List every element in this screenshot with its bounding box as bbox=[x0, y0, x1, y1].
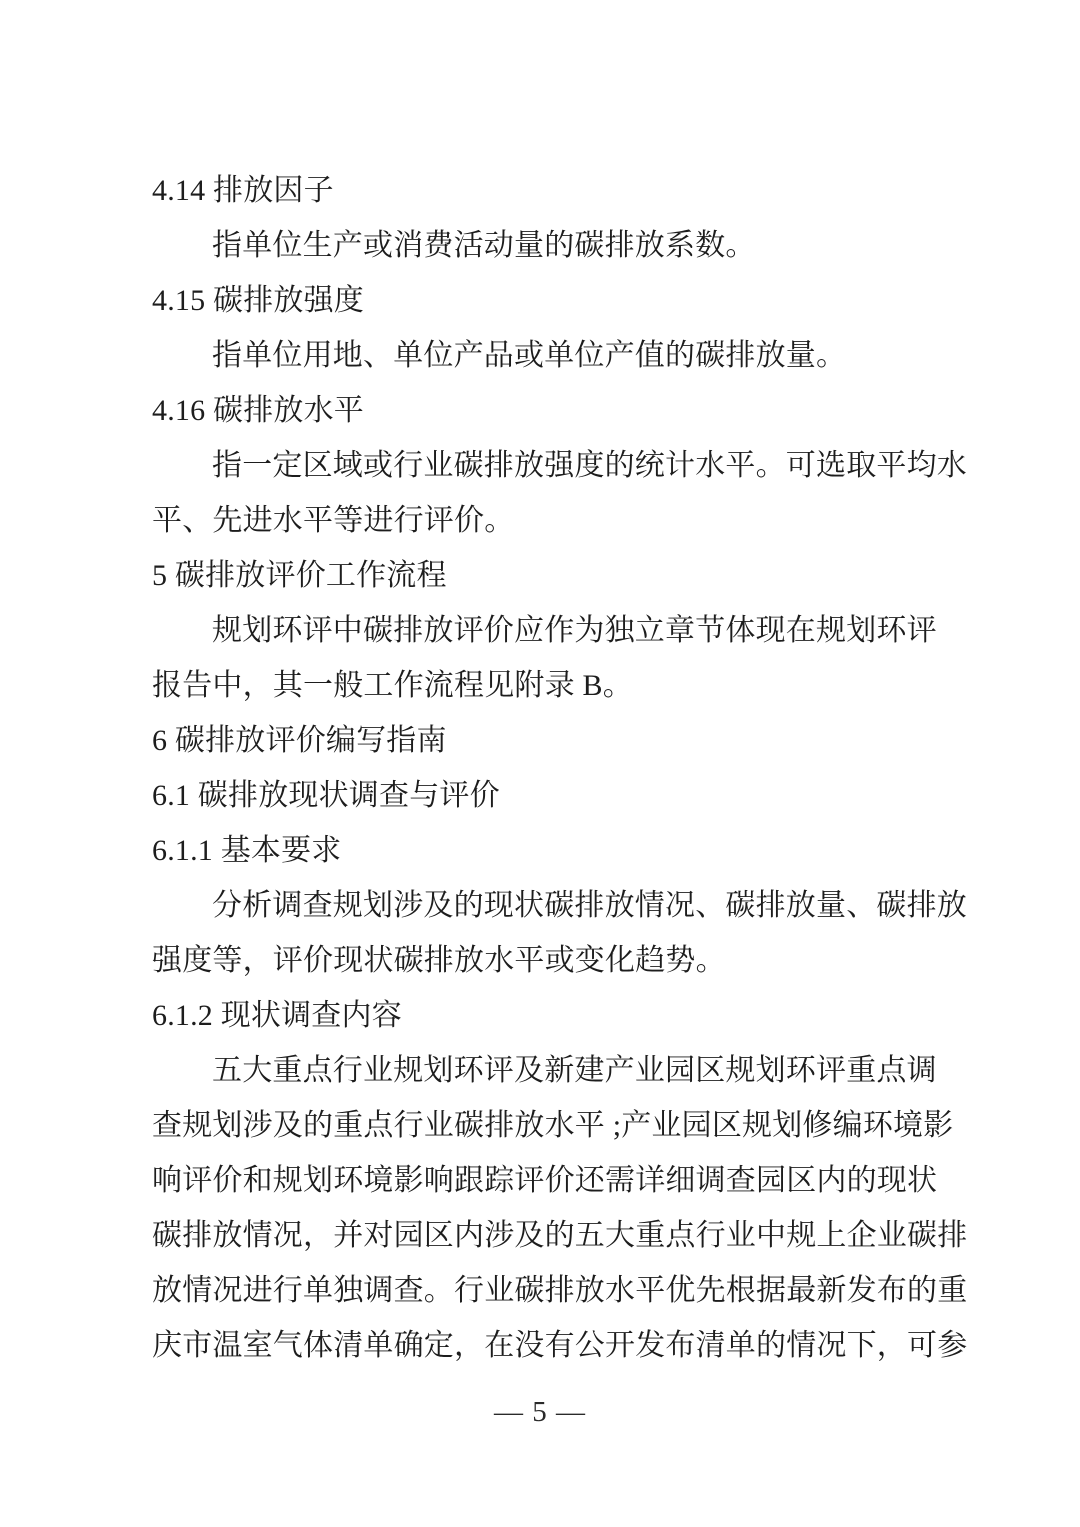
section-heading: 4.14 排放因子 bbox=[152, 174, 334, 207]
section-heading: 4.15 碳排放强度 bbox=[152, 284, 364, 317]
section-heading: 6 碳排放评价编写指南 bbox=[152, 724, 447, 757]
body-text-line: 指单位用地、单位产品或单位产值的碳排放量。 bbox=[212, 339, 847, 372]
body-text-line: 碳排放情况，并对园区内涉及的五大重点行业中规上企业碳排 bbox=[152, 1219, 968, 1252]
body-text-line: 指单位生产或消费活动量的碳排放系数。 bbox=[212, 229, 756, 262]
body-text-line: 查规划涉及的重点行业碳排放水平 ;产业园区规划修编环境影 bbox=[152, 1109, 954, 1142]
body-text-line: 五大重点行业规划环评及新建产业园区规划环评重点调 bbox=[212, 1054, 937, 1087]
body-text-line: 庆市温室气体清单确定，在没有公开发布清单的情况下，可参 bbox=[152, 1329, 968, 1362]
section-heading: 6.1.2 现状调查内容 bbox=[152, 999, 402, 1032]
page-footer bbox=[0, 1390, 1080, 1435]
body-text-line: 响评价和规划环境影响跟踪评价还需详细调查园区内的现状 bbox=[152, 1164, 938, 1197]
body-text-line: 分析调查规划涉及的现状碳排放情况、碳排放量、碳排放 bbox=[212, 889, 967, 922]
section-heading: 5 碳排放评价工作流程 bbox=[152, 559, 447, 592]
body-text-line: 指一定区域或行业碳排放强度的统计水平。可选取平均水 bbox=[212, 449, 967, 482]
section-heading: 6.1 碳排放现状调查与评价 bbox=[152, 779, 500, 812]
body-text-line: 规划环评中碳排放评价应作为独立章节体现在规划环评 bbox=[212, 614, 937, 647]
section-heading: 4.16 碳排放水平 bbox=[152, 394, 364, 427]
section-heading: 6.1.1 基本要求 bbox=[152, 834, 342, 867]
body-text-line: 强度等，评价现状碳排放水平或变化趋势。 bbox=[152, 944, 726, 977]
document-body bbox=[152, 163, 968, 1373]
body-text-line: 放情况进行单独调查。行业碳排放水平优先根据最新发布的重 bbox=[152, 1274, 968, 1307]
page-number: — 5 — bbox=[494, 1396, 586, 1428]
body-text-line: 报告中，其一般工作流程见附录 B。 bbox=[152, 669, 633, 702]
body-text-line: 平、先进水平等进行评价。 bbox=[152, 504, 515, 537]
